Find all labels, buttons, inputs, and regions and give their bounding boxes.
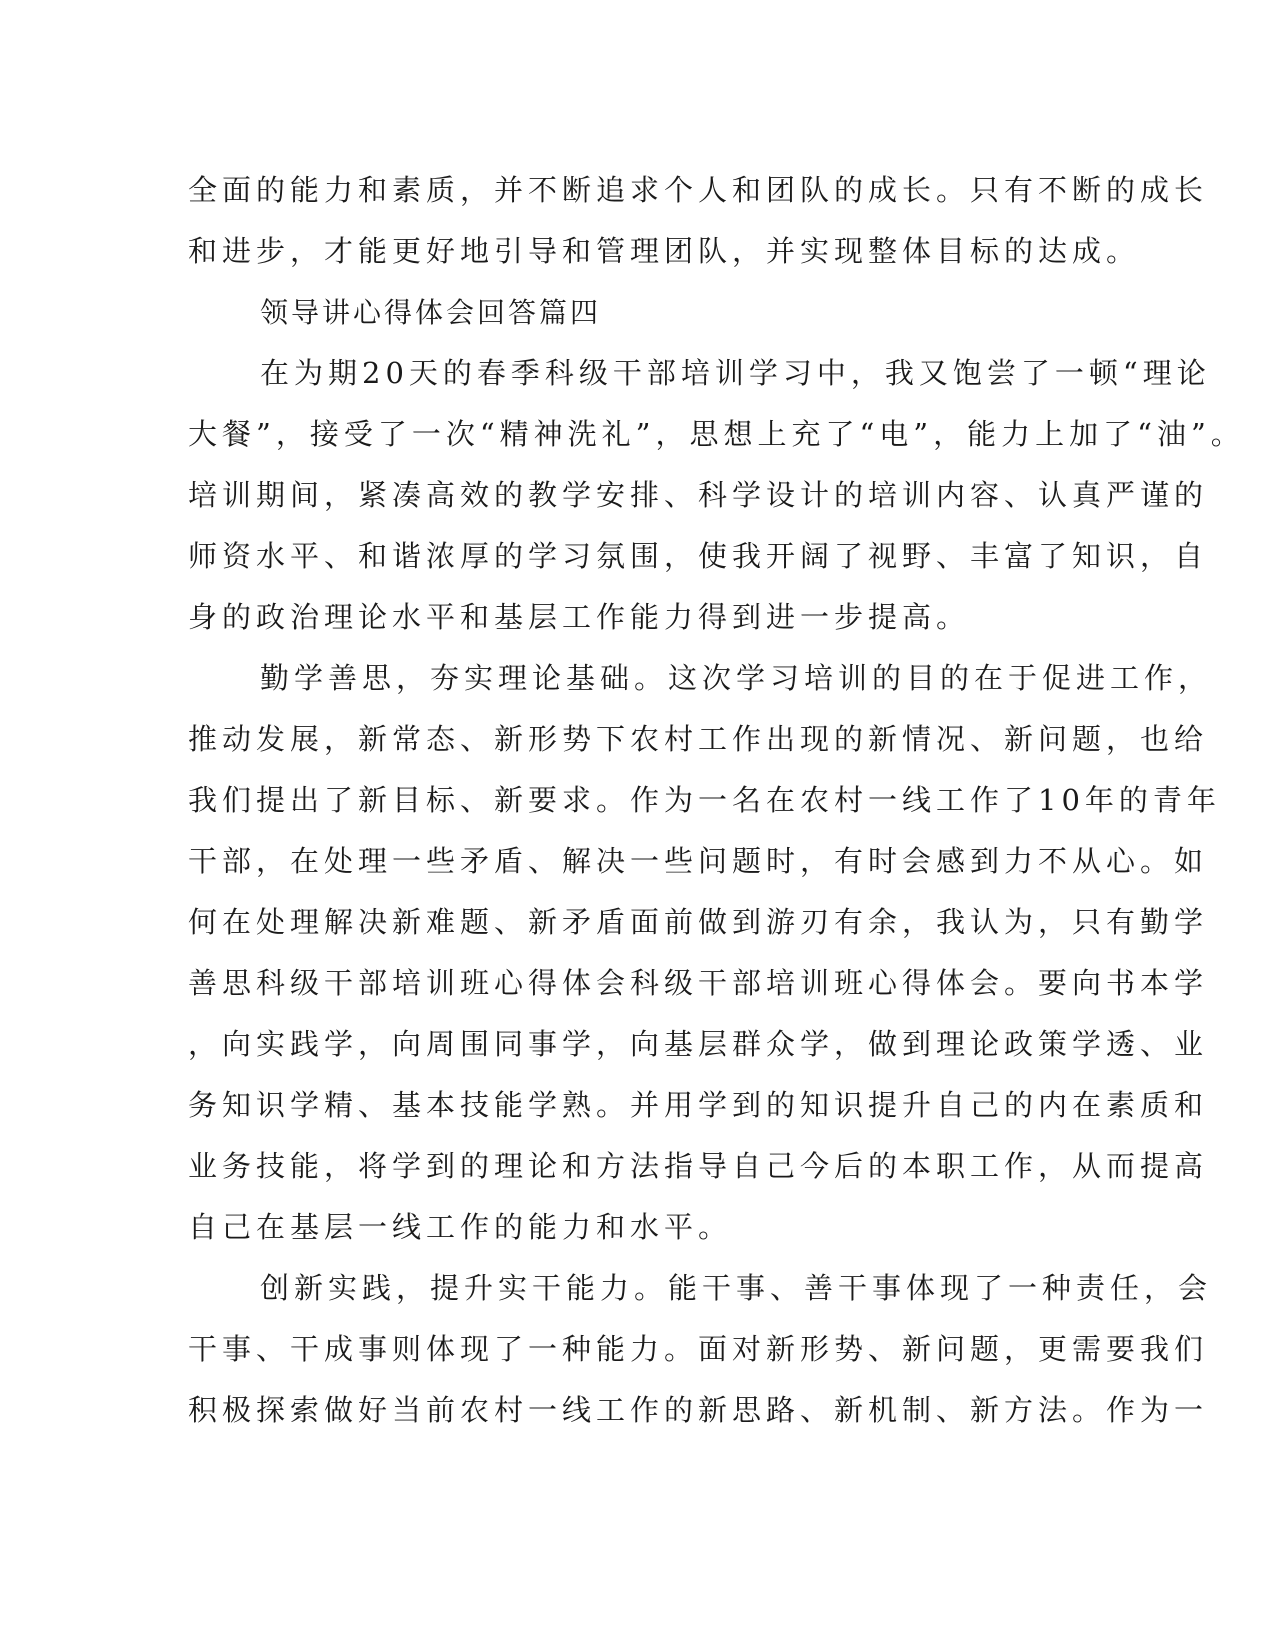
text-line: 推动发展，新常态、新形势下农村工作出现的新情况、新问题，也给	[188, 722, 1209, 756]
text-line: 务知识学精、基本技能学熟。并用学到的知识提升自己的内在素质和	[188, 1088, 1209, 1122]
text-line: 我们提出了新目标、新要求。作为一名在农村一线工作了10年的青年	[188, 783, 1221, 817]
document-body	[188, 160, 1245, 1441]
text-line: 积极探索做好当前农村一线工作的新思路、新机制、新方法。作为一	[188, 1393, 1209, 1427]
text-line: 勤学善思，夯实理论基础。这次学习培训的目的在于促进工作，	[260, 661, 1213, 695]
text-line: 大餐”，接受了一次“精神洗礼”，思想上充了“电”，能力上加了“油”。	[188, 417, 1245, 451]
text-line: 身的政治理论水平和基层工作能力得到进一步提高。	[188, 600, 971, 634]
text-line: 创新实践，提升实干能力。能干事、善干事体现了一种责任，会	[260, 1271, 1213, 1305]
text-line: 自己在基层一线工作的能力和水平。	[188, 1210, 733, 1244]
text-line: 干事、干成事则体现了一种能力。面对新形势、新问题，更需要我们	[188, 1332, 1209, 1366]
text-line: 和进步，才能更好地引导和管理团队，并实现整体目标的达成。	[188, 234, 1141, 268]
text-line: 何在处理解决新难题、新矛盾面前做到游刃有余，我认为，只有勤学	[188, 905, 1209, 939]
text-line: 师资水平、和谐浓厚的学习氛围，使我开阔了视野、丰富了知识，自	[188, 539, 1209, 573]
text-line: 在为期20天的春季科级干部培训学习中，我又饱尝了一顿“理论	[260, 356, 1211, 390]
text-line: 善思科级干部培训班心得体会科级干部培训班心得体会。要向书本学	[188, 966, 1209, 1000]
section-heading: 领导讲心得体会回答篇四	[260, 296, 602, 329]
text-line: 业务技能，将学到的理论和方法指导自己今后的本职工作，从而提高	[188, 1149, 1209, 1183]
text-line: ，向实践学，向周围同事学，向基层群众学，做到理论政策学透、业	[188, 1027, 1209, 1061]
text-line: 全面的能力和素质，并不断追求个人和团队的成长。只有不断的成长	[188, 173, 1209, 207]
text-line: 干部，在处理一些矛盾、解决一些问题时，有时会感到力不从心。如	[188, 844, 1209, 878]
text-line: 培训期间，紧凑高效的教学安排、科学设计的培训内容、认真严谨的	[188, 478, 1209, 512]
